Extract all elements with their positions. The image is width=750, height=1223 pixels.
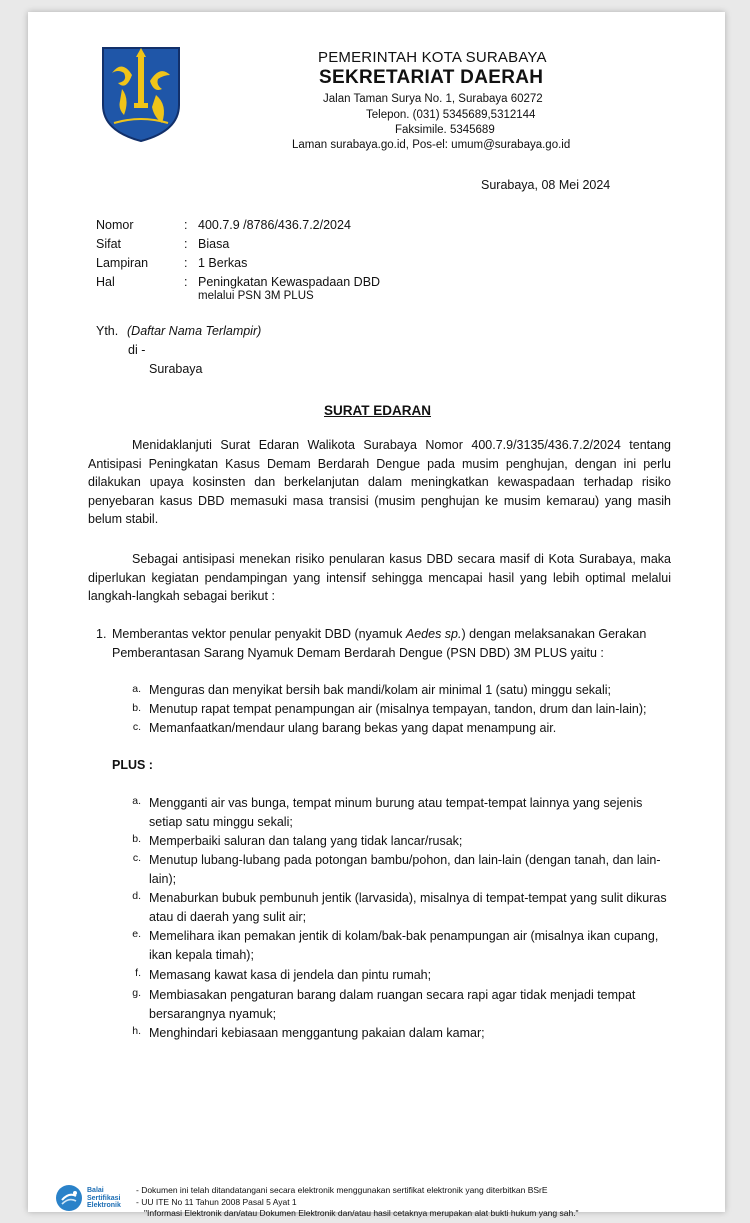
list-marker: c. (132, 852, 141, 864)
plus-label: PLUS : (112, 758, 153, 772)
list-marker: a. (132, 795, 141, 807)
surabaya-crest-logo (100, 45, 182, 143)
footer-legal-quote: "Informasi Elektronik dan/atau Dokumen Elektronik dan/atau hasil cetaknya merupakan alat bukti hukum yang sah." (144, 1208, 579, 1218)
office-address: Jalan Taman Surya No. 1, Surabaya 60272 (323, 93, 543, 105)
plus-item-kawat-kasa: Memasang kawat kasa di jendela dan pintu rumah; (149, 968, 432, 982)
recipient-yth: Yth. (96, 324, 119, 338)
meta-label-lampiran: Lampiran (96, 256, 149, 270)
meta-value-hal-line2: melalui PSN 3M PLUS (198, 290, 314, 302)
recipient-name: (Daftar Nama Terlampir) (127, 324, 262, 338)
list-marker: e. (132, 928, 141, 940)
footer-law-reference: - UU ITE No 11 Tahun 2008 Pasal 5 Ayat 1 (136, 1197, 297, 1207)
paragraph-antisipasi: Sebagai antisipasi menekan risiko penularan kasus DBD secara masif di Kota Surabaya, maka diperlukan kegiatan pendampingan yang intensif sehingga mencapai hasil yang lebih optimal melalui langkah-langkah sebagai berikut : (88, 552, 671, 604)
m3-item-menutup: Menutup rapat tempat penampungan air (misalnya tempayan, tandon, drum dan lain-lain); (149, 702, 647, 716)
list-marker: b. (132, 833, 141, 845)
meta-colon: : (184, 218, 188, 232)
list-marker: h. (132, 1025, 141, 1037)
point-number: 1. (96, 627, 107, 641)
recipient-city: Surabaya (149, 362, 203, 376)
list-marker: g. (132, 987, 141, 999)
list-marker: b. (132, 702, 141, 714)
office-fax: Faksimile. 5345689 (395, 124, 495, 136)
point-1-line1: Memberantas vektor penular penyakit DBD (nyamuk Aedes sp.) dengan melaksanakan Gerakan (112, 627, 647, 641)
letter-page (28, 12, 725, 1218)
list-marker: a. (132, 683, 141, 695)
plus-item-lubang-bambu: Menutup lubang-lubang pada potongan bambu/pohon, dan lain-lain (dengan tanah, dan lain-lain); (149, 853, 661, 886)
meta-label-hal: Hal (96, 275, 115, 289)
list-marker: c. (132, 721, 141, 733)
list-marker: f. (135, 967, 141, 979)
plus-item-saluran: Memperbaiki saluran dan talang yang tidak lancar/rusak; (149, 834, 463, 848)
plus-item-ikan: Memelihara ikan pemakan jentik di kolam/bak-bak penampungan air (misalnya ikan cupang, ikan kepala timah); (149, 929, 659, 962)
meta-colon: : (184, 256, 188, 270)
m3-item-mendaur-ulang: Memanfaatkan/mendaur ulang barang bekas yang dapat menampung air. (149, 721, 557, 735)
meta-colon: : (184, 275, 188, 289)
plus-item-pakaian: Menghindari kebiasaan menggantung pakaian dalam kamar; (149, 1026, 485, 1040)
meta-value-sifat: Biasa (198, 237, 230, 251)
point-1-line2: Pemberantasan Sarang Nyamuk Demam Berdarah Dengue (PSN DBD) 3M PLUS yaitu : (112, 646, 604, 660)
meta-colon: : (184, 237, 188, 251)
office-phone: Telepon. (031) 5345689,5312144 (366, 109, 536, 121)
meta-value-hal: Peningkatan Kewaspadaan DBD (198, 275, 381, 289)
letter-title: SURAT EDARAN (324, 403, 431, 418)
plus-item-pengaturan-barang: Membiasakan pengaturan barang dalam ruangan secara rapi agar tidak menjadi tempat bersarangnya nyamuk; (149, 988, 636, 1021)
m3-item-menguras: Menguras dan menyikat bersih bak mandi/kolam air minimal 1 (satu) minggu sekali; (149, 683, 612, 697)
government-name: PEMERINTAH KOTA SURABAYA (318, 49, 547, 66)
letter-date: Surabaya, 08 Mei 2024 (481, 178, 611, 192)
recipient-di: di - (128, 343, 146, 357)
meta-value-lampiran: 1 Berkas (198, 256, 248, 270)
paragraph-intro: Menidaklanjuti Surat Edaran Walikota Surabaya Nomor 400.7.9/3135/436.7.2/2024 tentang Antisipasi Peningkatan Kasus Demam Berdarah Dengue pada musim penghujan, dengan ini perlu dilakukan upaya kosinsten dan berkelanjutan dalam meningkatkan kewaspadaan terhadap risiko penyebaran kasus DBD memasuki masa transisi (musim penghujan ke musim kemarau) yang masih belum stabil. (88, 438, 671, 527)
bsre-label: Balai Sertifikasi Elektronik (87, 1187, 121, 1209)
meta-label-sifat: Sifat (96, 237, 122, 251)
footer-signature-note: - Dokumen ini telah ditandatangani secara elektronik menggunakan sertifikat elektronik yang diterbitkan BSrE (136, 1185, 548, 1195)
plus-item-vas-bunga: Mengganti air vas bunga, tempat minum burung atau tempat-tempat lainnya yang sejenis setiap satu minggu sekali; (149, 796, 643, 829)
list-marker: d. (132, 890, 141, 902)
meta-value-nomor: 400.7.9 /8786/436.7.2/2024 (198, 218, 351, 232)
plus-item-larvasida: Menaburkan bubuk pembunuh jentik (larvasida), misalnya di tempat-tempat yang sulit dikuras atau di daerah yang sulit air; (149, 891, 667, 924)
bsre-logo-icon (55, 1184, 83, 1212)
meta-label-nomor: Nomor (96, 218, 134, 232)
office-web-email: Laman surabaya.go.id, Pos-el: umum@surabaya.go.id (292, 139, 571, 151)
office-name: SEKRETARIAT DAERAH (319, 67, 544, 88)
